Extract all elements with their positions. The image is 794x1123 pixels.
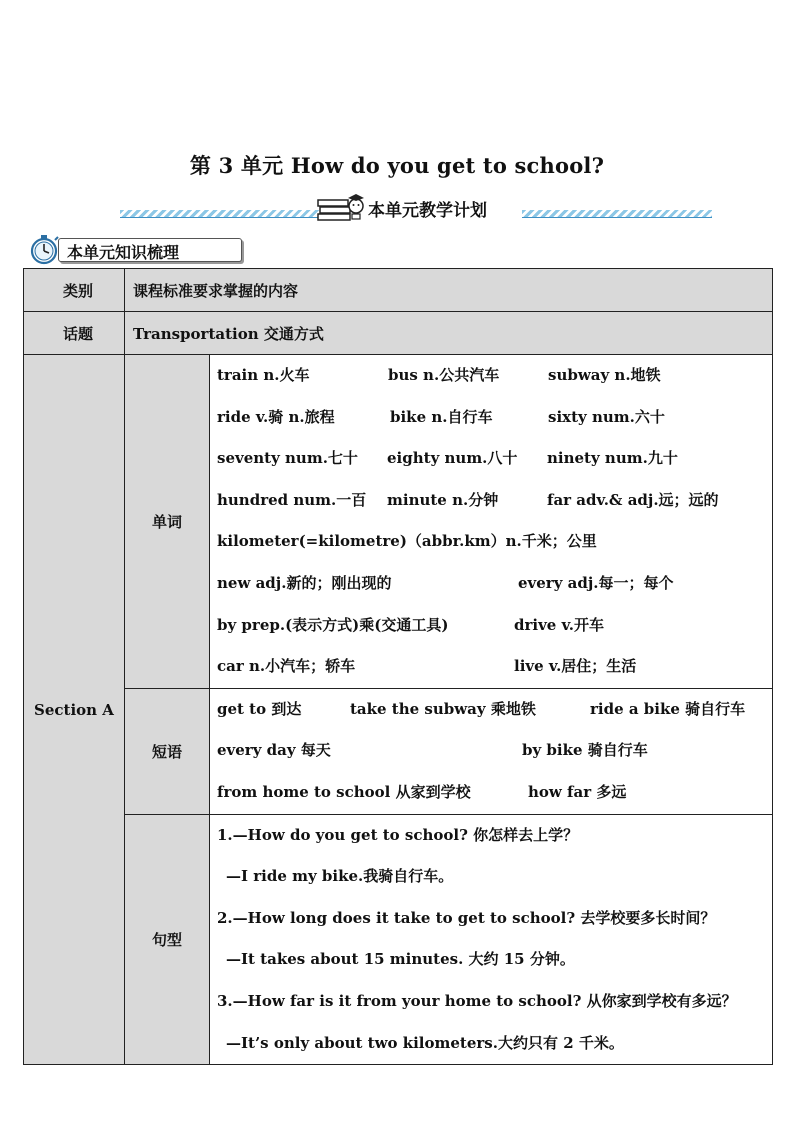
knowledge-table [23,268,773,1065]
word-item: subway n.地铁 [548,366,661,384]
stopwatch-icon [28,232,64,266]
word-item: car n.小汽车；轿车 [217,657,356,676]
word-item: train n.火车 [217,366,310,384]
phrase-item: take the subway 乘地铁 [350,699,536,718]
teaching-plan-banner [120,190,712,226]
sentence-line [210,1023,772,1065]
word-item: bus n.公共汽车 [388,366,500,384]
word-item: eighty num.八十 [387,449,518,468]
sentence-line [210,856,772,898]
sentence-line [210,898,772,940]
phrases-cell [210,688,773,814]
sentence-line [210,815,772,857]
header-category: 类别 [24,269,125,312]
section-a-cell: Section A [24,355,125,1065]
header-content: 课程标准要求掌握的内容 [125,269,773,312]
phrase-item: ride a bike 骑自行车 [590,699,746,718]
phrases-label: 短语 [125,688,210,814]
word-line [210,563,772,605]
topic-row [24,312,773,355]
sentence-text: —It’s only about two kilometers.大约只有 2 千米。 [226,1033,624,1052]
phrases-row [24,688,773,814]
phrase-item: get to 到达 [217,699,302,718]
banner-text: 本单元教学计划 [368,201,487,221]
word-line [210,397,772,439]
phrase-line [210,689,772,731]
word-line [210,521,772,563]
banner-stripe-left [120,210,320,218]
phrase-line [210,772,772,814]
sentences-row [24,814,773,1065]
books-icon [316,190,366,222]
banner-stripe-right [522,210,712,218]
sentence-text: 2.—How long does it take to get to school? 去学校要多长时间？ [217,908,716,927]
sentence-text: 1.—How do you get to school? 你怎样去上学？ [217,825,579,844]
word-item: bike n.自行车 [390,407,493,426]
topic-label: 话题 [24,312,125,355]
word-line [210,480,772,522]
word-item: drive v.开车 [514,615,605,634]
word-item: new adj.新的；刚出现的 [217,573,392,592]
word-item: ride v.骑 n.旅程 [217,407,335,426]
phrase-item: every day 每天 [217,741,331,760]
unit-title: 第 3 单元 How do you get to school? [189,153,605,178]
label-box [58,238,242,262]
word-item: minute n.分钟 [387,490,499,509]
topic-value: Transportation 交通方式 [125,312,773,355]
word-item: live v.居住；生活 [514,657,637,676]
sentences-label: 句型 [125,814,210,1065]
phrase-item: by bike 骑自行车 [522,741,648,760]
header-row [24,269,773,312]
words-row [24,355,773,689]
sentence-text: —I ride my bike.我骑自行车。 [226,867,454,886]
word-item: ninety num.九十 [547,449,678,468]
word-item: kilometer(=kilometre)（abbr.km）n.千米；公里 [217,532,597,551]
phrase-item: how far 多远 [528,782,627,801]
sentence-line [210,981,772,1023]
word-item: sixty num.六十 [548,407,665,426]
words-cell [210,355,773,689]
words-label: 单词 [125,355,210,689]
sentences-cell [210,814,773,1065]
word-line [210,438,772,480]
sentence-line [210,939,772,981]
word-item: seventy num.七十 [217,449,358,468]
sentence-text: 3.—How far is it from your home to school? 从你家到学校有多远？ [217,991,737,1010]
word-line [210,605,772,647]
word-item: hundred num.一百 [217,490,367,509]
label-text: 本单元知识梳理 [67,243,180,262]
word-item: by prep.(表示方式)乘(交通工具) [217,615,449,634]
phrase-line [210,730,772,772]
word-item: every adj.每一；每个 [518,573,674,592]
sentence-text: —It takes about 15 minutes. 大约 15 分钟。 [226,950,575,969]
word-line [210,646,772,688]
word-item: far adv.& adj.远；远的 [547,490,719,509]
word-line [210,355,772,397]
phrase-item: from home to school 从家到学校 [217,782,471,801]
